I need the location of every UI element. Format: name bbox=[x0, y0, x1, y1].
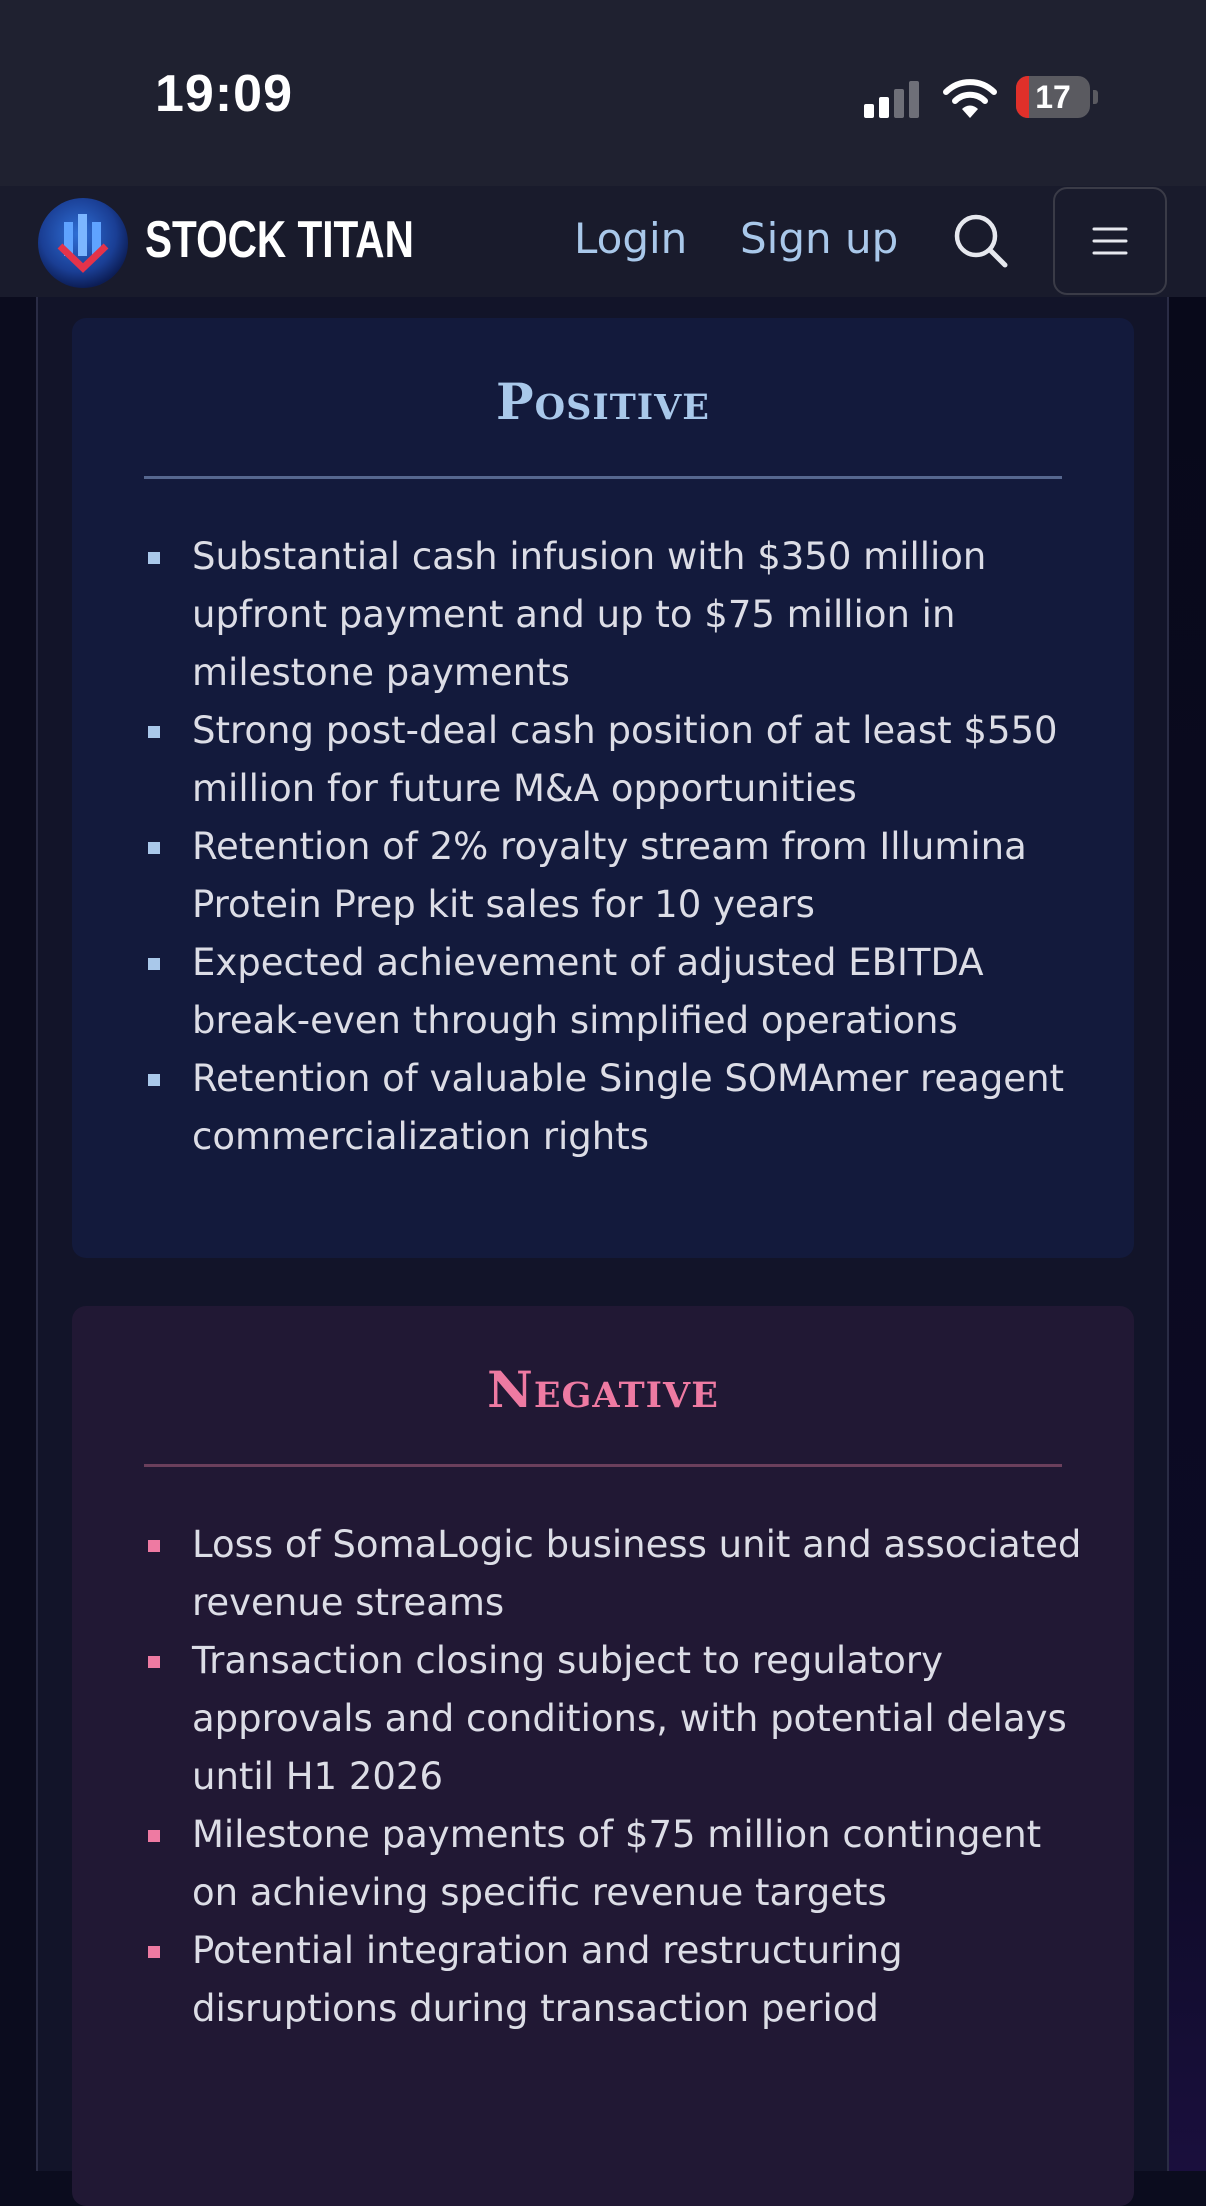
list-item-text: Strong post-deal cash position of at least $550 million for future M&A opportunities bbox=[192, 709, 1058, 810]
bullet-icon bbox=[148, 726, 160, 738]
bullet-icon bbox=[148, 958, 160, 970]
brand-name[interactable]: STOCK TITAN bbox=[145, 211, 414, 269]
top-navbar bbox=[0, 186, 1206, 297]
bullet-icon bbox=[148, 1540, 160, 1552]
cellular-signal-icon bbox=[864, 80, 924, 120]
negative-card bbox=[72, 1306, 1134, 2206]
positive-list bbox=[72, 528, 1134, 1166]
list-item-text: Potential integration and restructuring disruptions during transaction period bbox=[192, 1929, 903, 2030]
battery-level: 17 bbox=[1035, 79, 1071, 115]
login-link[interactable]: Login bbox=[574, 214, 688, 263]
bullet-icon bbox=[148, 1830, 160, 1842]
signup-link[interactable]: Sign up bbox=[740, 214, 899, 263]
list-item bbox=[72, 1050, 1134, 1166]
negative-list bbox=[72, 1516, 1134, 2038]
negative-divider bbox=[144, 1464, 1062, 1467]
hamburger-menu-button[interactable] bbox=[1053, 187, 1167, 295]
list-item bbox=[72, 1922, 1134, 2038]
list-item-text: Transaction closing subject to regulatory approvals and conditions, with potential delays until H1 2026 bbox=[192, 1639, 1067, 1798]
positive-divider bbox=[144, 476, 1062, 479]
positive-title: Positive bbox=[496, 372, 710, 431]
list-item-text: Retention of 2% royalty stream from Illumina Protein Prep kit sales for 10 years bbox=[192, 825, 1027, 926]
list-item bbox=[72, 818, 1134, 934]
bullet-icon bbox=[148, 1656, 160, 1668]
search-icon[interactable] bbox=[952, 212, 1010, 270]
list-item-text: Substantial cash infusion with $350 million upfront payment and up to $75 million in milestone payments bbox=[192, 535, 987, 694]
status-bar bbox=[0, 0, 1206, 186]
list-item bbox=[72, 702, 1134, 818]
bullet-icon bbox=[148, 1946, 160, 1958]
bullet-icon bbox=[148, 842, 160, 854]
bullet-icon bbox=[148, 1074, 160, 1086]
list-item-text: Retention of valuable Single SOMAmer reagent commercialization rights bbox=[192, 1057, 1065, 1158]
hamburger-menu-icon bbox=[1092, 223, 1128, 259]
list-item bbox=[72, 1806, 1134, 1922]
list-item bbox=[72, 1632, 1134, 1806]
status-time: 19:09 bbox=[155, 65, 293, 123]
list-item-text: Loss of SomaLogic business unit and associated revenue streams bbox=[192, 1523, 1082, 1624]
positive-card bbox=[72, 318, 1134, 1258]
list-item bbox=[72, 528, 1134, 702]
list-item bbox=[72, 1516, 1134, 1632]
wifi-icon bbox=[942, 78, 998, 120]
stock-titan-logo[interactable] bbox=[36, 196, 130, 290]
list-item bbox=[72, 934, 1134, 1050]
page-background bbox=[1169, 297, 1206, 2171]
list-item-text: Expected achievement of adjusted EBITDA break-even through simplified operations bbox=[192, 941, 984, 1042]
bullet-icon bbox=[148, 552, 160, 564]
battery-icon bbox=[1016, 76, 1096, 118]
negative-title: Negative bbox=[487, 1360, 719, 1419]
list-item-text: Milestone payments of $75 million contingent on achieving specific revenue targets bbox=[192, 1813, 1042, 1914]
